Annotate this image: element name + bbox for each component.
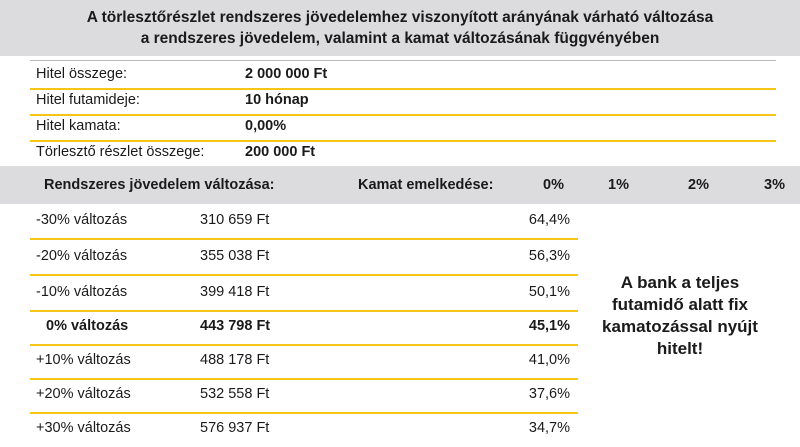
table-row — [30, 240, 578, 276]
row-pct: 34,7% — [528, 420, 570, 436]
info-divider — [30, 60, 776, 61]
row-pct: 56,3% — [528, 248, 570, 264]
row-income: 355 038 Ft — [200, 248, 270, 264]
info-value: 10 hónap — [245, 92, 309, 108]
table-row — [30, 344, 578, 380]
row-change: -30% változás — [36, 212, 128, 228]
row-change: -20% változás — [36, 248, 128, 264]
row-pct: 64,4% — [528, 212, 570, 228]
header-rate-0: 0% — [543, 177, 564, 193]
table-row — [30, 378, 578, 414]
info-value: 200 000 Ft — [245, 144, 316, 160]
row-change: 0% változás — [46, 318, 129, 334]
info-label: Hitel kamata: — [36, 118, 121, 134]
row-change: +20% változás — [36, 386, 131, 402]
row-pct: 45,1% — [528, 318, 570, 334]
header-rate-2: 2% — [688, 177, 709, 193]
fixed-rate-note: A bank a teljes futamidő alatt fix kamatozással nyújt hitelt! — [602, 273, 758, 358]
header-rate-3: 3% — [764, 177, 785, 193]
header-rate-1: 1% — [608, 177, 629, 193]
header-income-change: Rendszeres jövedelem változása: — [44, 177, 275, 193]
row-income: 576 937 Ft — [200, 420, 270, 436]
title-line-1: A törlesztőrészlet rendszeres jövedelemhez viszonyított arányának várható változása — [86, 9, 714, 26]
row-change: +30% változás — [36, 420, 131, 436]
title-line-2: a rendszeres jövedelem, valamint a kamat változásának függvényében — [140, 30, 660, 47]
table-title — [0, 0, 800, 56]
table-row — [30, 276, 578, 312]
info-value: 2 000 000 Ft — [245, 66, 328, 82]
table-row-baseline — [30, 310, 578, 346]
row-pct: 41,0% — [528, 352, 570, 368]
header-rate-increase: Kamat emelkedése: — [358, 177, 494, 193]
info-value: 0,00% — [245, 118, 287, 134]
row-pct: 37,6% — [528, 386, 570, 402]
table-header — [0, 166, 800, 204]
row-change: -10% változás — [36, 284, 128, 300]
row-pct: 50,1% — [528, 284, 570, 300]
row-income: 532 558 Ft — [200, 386, 270, 402]
info-row-rate — [30, 114, 776, 142]
info-row-amount — [30, 62, 776, 90]
table-row — [30, 204, 578, 240]
row-income: 310 659 Ft — [200, 212, 270, 228]
info-row-term — [30, 88, 776, 116]
row-income: 443 798 Ft — [200, 318, 271, 334]
row-income: 399 418 Ft — [200, 284, 270, 300]
info-label: Törlesztő részlet összege: — [36, 144, 205, 160]
info-label: Hitel futamideje: — [36, 92, 140, 108]
info-row-installment — [30, 140, 776, 166]
info-label: Hitel összege: — [36, 66, 128, 82]
table-row — [30, 412, 578, 446]
row-change: +10% változás — [36, 352, 131, 368]
row-income: 488 178 Ft — [200, 352, 270, 368]
